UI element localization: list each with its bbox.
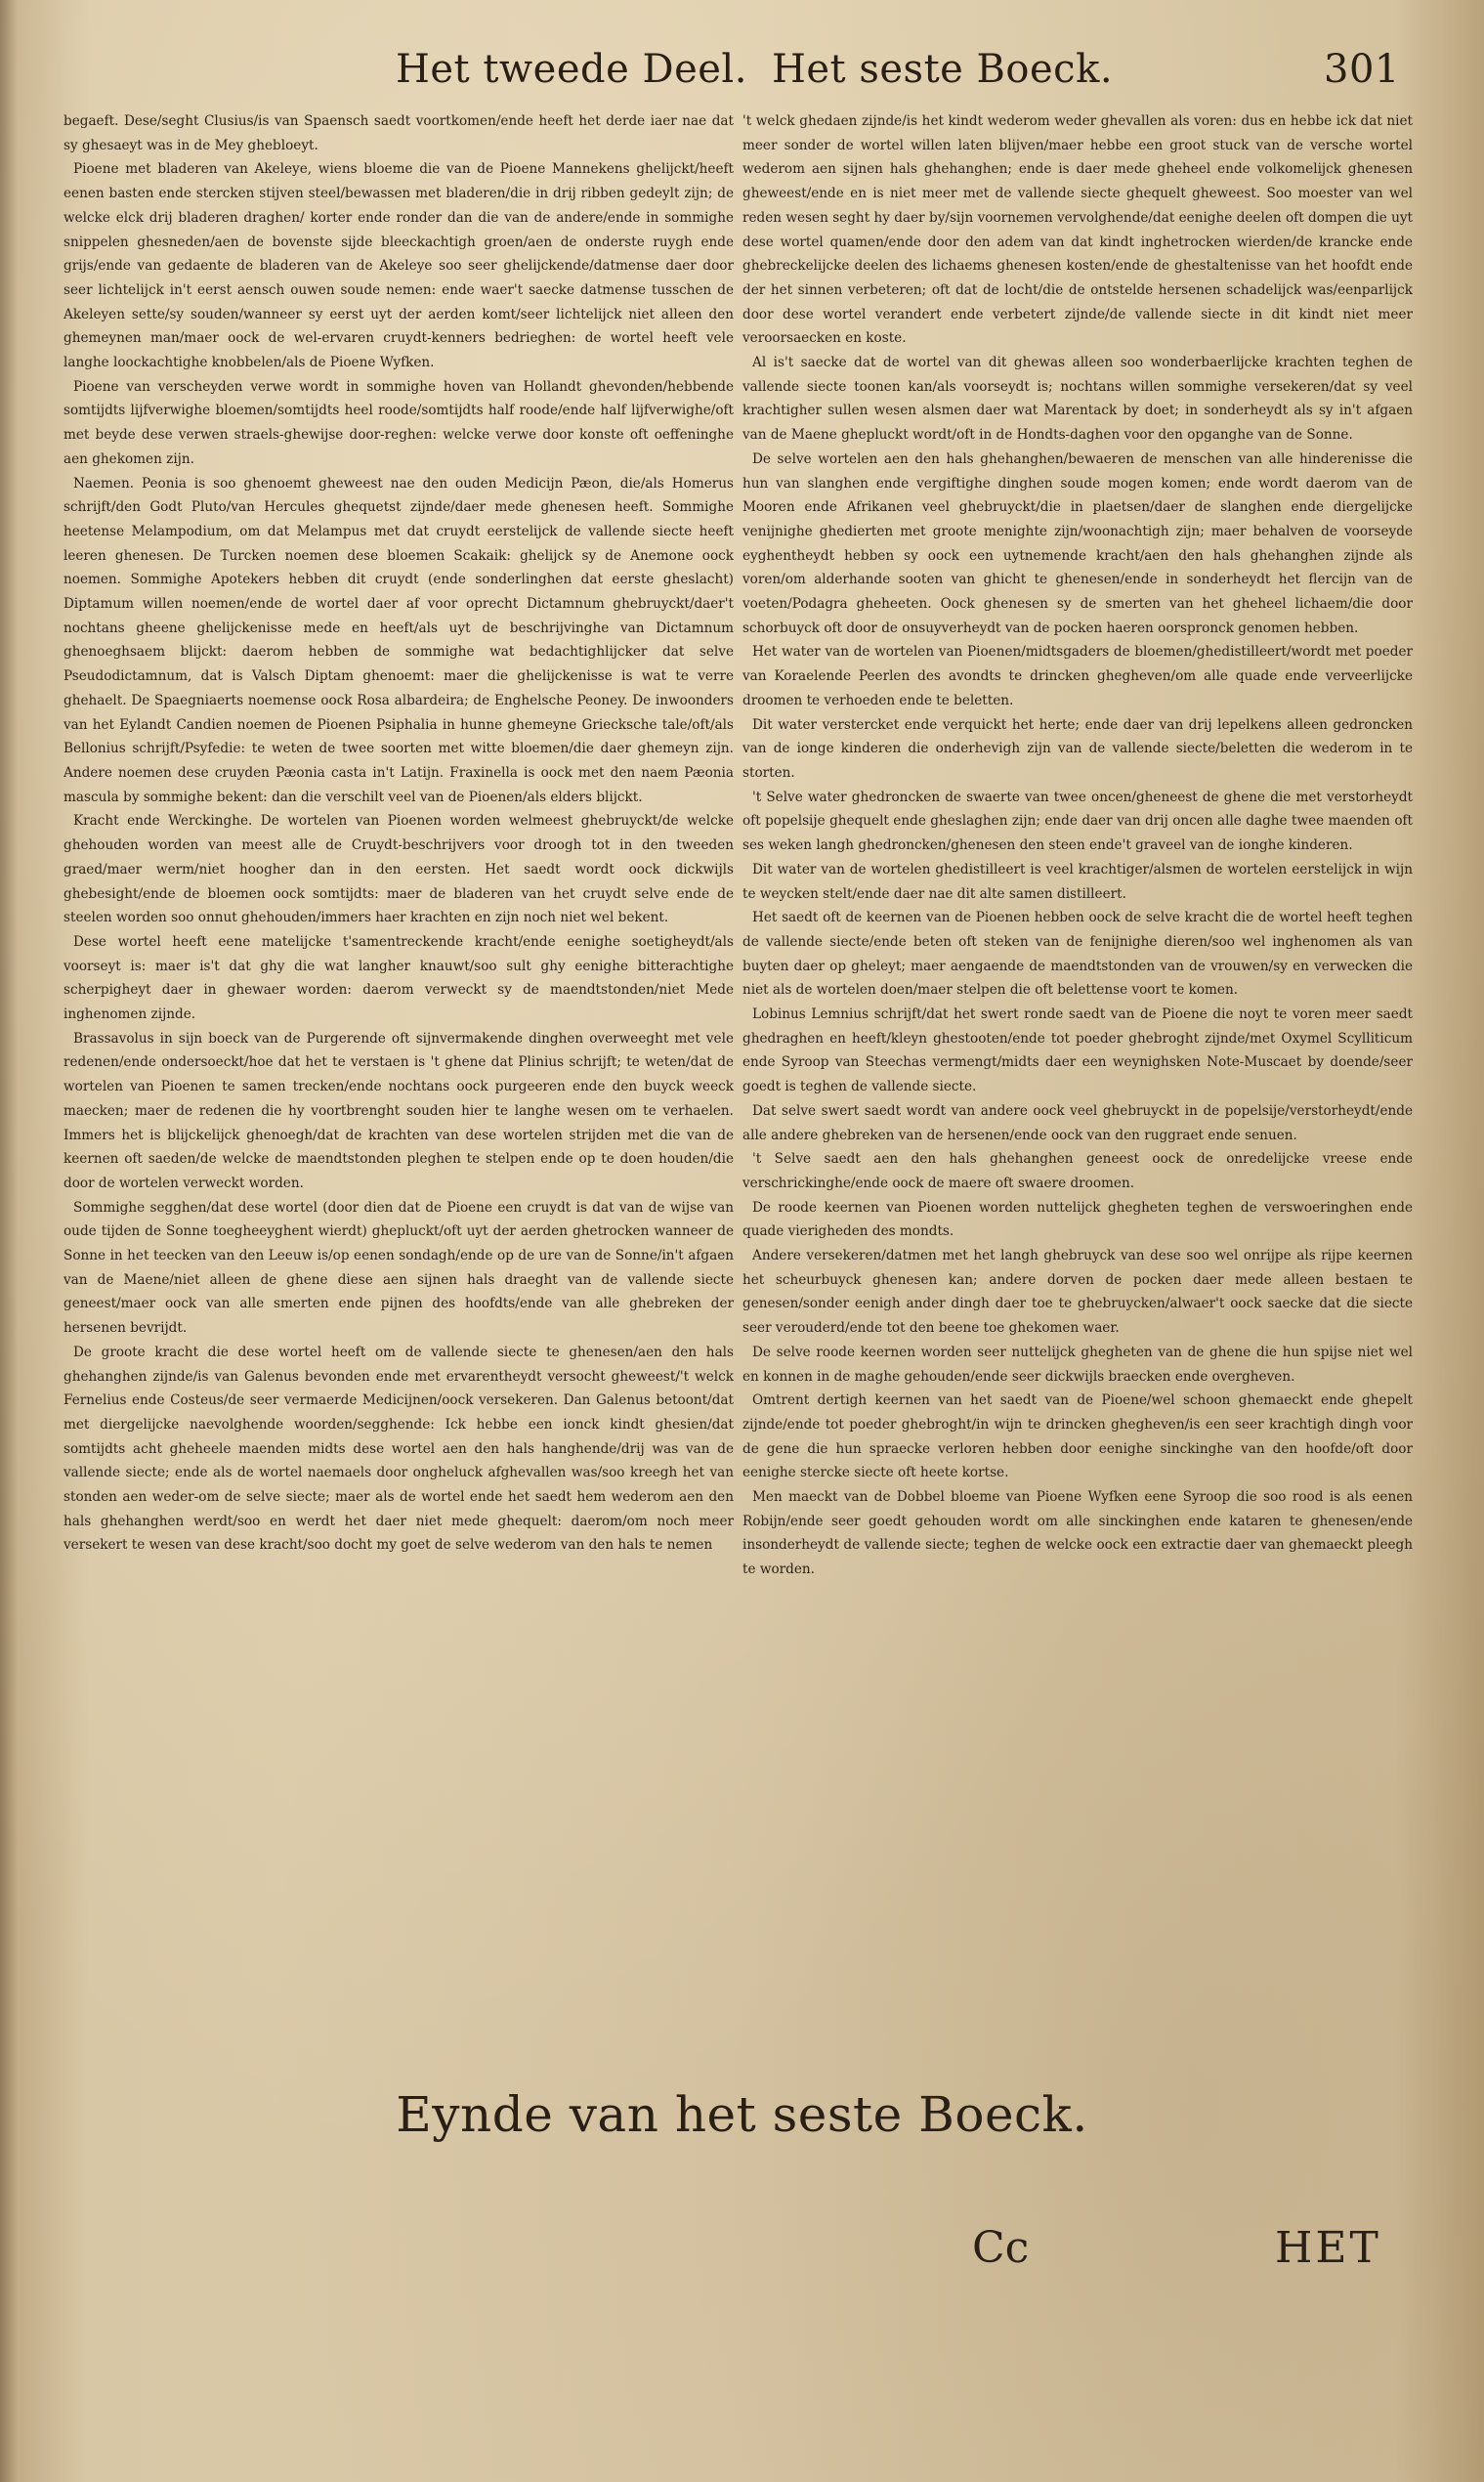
paragraph: Dit water verstercket ende verquickt het herte; ende daer van drij lepelkens alleen gedroncken van de ionge kinderen die onderhevigh zijn van de vallende siecte/beletten die wederom in te storten.: [742, 716, 1413, 781]
paragraph: Pioene van verscheyden verwe wordt in sommighe hoven van Hollandt ghevonden/hebbende somtijdts lijfverwighe bloemen/somtijdts heel roode/somtijdts half roode/ende half lijfverwighe/oft met beyde dese verwen straels-ghewijse door-reghen: welcke verwe door konste oft oeffeninghe aen ghekomen zijn.: [64, 378, 734, 467]
paragraph: Lobinus Lemnius schrijft/dat het swert ronde saedt van de Pioene die noyt te voren meer saedt ghedraghen en heeft/kleyn ghestooten/ende tot poeder ghebroght zijnde/met Oxymel Scylliticum ende Syroop van Steechas vermengt/midts daer een weynighsken Note-Muscaet by doende/seer goedt is teghen de vallende siecte.: [742, 1006, 1413, 1095]
paragraph: De selve wortelen aen den hals ghehanghen/bewaeren de menschen van alle hinderenisse die hun van slanghen ende vergiftighe dinghen soude mogen komen; ende wordt daerom van de Mooren ende Afrikanen veel ghebruyckt/die in plaetsen/daer de slanghen ende diergelijcke venijnighe ghedierten met groote menighte zijn/woonachtigh zijn; maer behalven de voorseyde eyghentheydt hebben sy oock een uytnemende kracht/aen den hals ghehanghen zijnde als voren/om alderhande sooten van ghicht te ghenesen/ende in sonderheydt het flercijn van de voeten/Podagra gheheeten. Oock ghenesen sy de smerten van het gheheel lichaem/die door schorbuyck oft door de onsuyverheydt van de pocken haeren oorspronck genomen hebben.: [742, 450, 1413, 636]
paragraph: Brassavolus in sijn boeck van de Purgerende oft sijnvermakende dinghen overweeght met vele redenen/ende ondersoeckt/hoe dat het te verstaen is 't ghene dat Plinius schrijft; te weten/dat de wortelen van Pioenen te samen trecken/ende nochtans oock purgeeren ende den buyck weeck maecken; maer de redenen die hy voortbrenght souden hier te langhe wesen om te verhaelen. Immers het is blijckelijck ghenoegh/dat de krachten van dese wortelen strijden met die van de keernen oft saeden/de welcke de maendtstonden pleghen te stelpen ende op te doen houden/die door de wortelen verweckt worden.: [64, 1030, 734, 1191]
paragraph: Andere versekeren/datmen met het langh ghebruyck van dese soo wel onrijpe als rijpe keernen het scheurbuyck ghenesen kan; andere dorven de pocken daer mede alleen bestaen te genesen/sonder eenigh ander dingh daer toe te ghebruycken/alwaer't oock saecke dat die siecte seer verouderd/ende tot den beene toe ghekomen waer.: [742, 1248, 1413, 1337]
paragraph: Omtrent dertigh keernen van het saedt van de Pioene/wel schoon ghemaeckt ende ghepelt zijnde/ende tot poeder ghebroght/in wijn te drincken ghegheven/is een seer krachtigh dingh voor de gene die hun spraecke verloren hebben door eenighe sinckinghe van den hoofde/oft door eenighe stercke siecte oft heete kortse.: [742, 1392, 1413, 1481]
signature-mark: Cc: [972, 2223, 1030, 2273]
paragraph: De selve roode keernen worden seer nuttelijck ghegheten van de ghene die hun spijse niet wel en konnen in de maghe gehouden/ende seer dickwijls braecken ende overgheven.: [742, 1344, 1413, 1385]
paragraph: Dit water van de wortelen ghedistilleert is veel krachtiger/alsmen de wortelen eerstelijck in wijn te weycken stelt/ende daer nae dit alte samen distilleert.: [742, 861, 1413, 902]
paragraph: 't welck ghedaen zijnde/is het kindt wederom weder ghevallen als voren: dus en hebbe ick dat niet meer sonder de wortel willen laten blijven/maer hebbe een groot stuck van de versche wortel wederom aen sijnen hals ghehanghen; ende is daer mede gheheel ende volkomelijck ghenesen gheweest/ende en is niet meer met de vallende siecte ghequelt gheweest. Soo moester van wel reden wesen seght hy daer by/sijn voornemen vervolghende/dat eenighe deelen oft dompen die uyt dese wortel quamen/ende door den adem van dat kindt inghetrocken wierden/de krancke ende ghebreckelijcke deelen des lichaems ghenesen kosten/ende de ghestaltenisse van het hoofdt ende der het sinnen verbeteren; oft dat de locht/die de ontstelde hersenen schadelijck was/eenparlijck door dese wortel verandert ende verbetert zijnde/de vallende siecte in dit kindt niet meer veroorsaecken en koste.: [742, 113, 1413, 347]
header-part-title: Het tweede Deel.: [396, 47, 747, 92]
running-header: [0, 47, 1484, 115]
paragraph: begaeft. Dese/seght Clusius/is van Spaensch saedt voortkomen/ende heeft het derde iaer nae dat sy ghesaeyt was in de Mey ghebloeyt.: [64, 113, 734, 153]
paragraph: Al is't saecke dat de wortel van dit ghewas alleen soo wonderbaerlijcke krachten teghen de vallende siecte toonen kan/als voorseydt is; nochtans willen sommighe versekeren/dat sy veel krachtigher sullen wesen alsmen daer wat Marentack by doet; in sonderheydt als sy in't afgaen van de Maene ghepluckt wordt/oft in de Hondts-daghen voor den opganghe van de Sonne.: [742, 355, 1413, 444]
page-number: 301: [1324, 47, 1400, 92]
right-text-column: [742, 109, 1413, 2044]
catchword: HET: [1275, 2223, 1381, 2273]
paragraph: Het water van de wortelen van Pioenen/midtsgaders de bloemen/ghedistilleert/wordt met poeder van Koraelende Peerlen des avondts te drincken ghegheven/om alle quade ende verveerlijcke droomen te verhoeden ende te beletten.: [742, 644, 1413, 708]
paragraph: Sommighe segghen/dat dese wortel (door dien dat de Pioene een cruydt is dat van de wijse van oude tijden de Sonne toegheeyghent wierdt) ghepluckt/oft uyt der aerden ghetrocken wanneer de Sonne in het teecken van den Leeuw is/op eenen sondagh/ende op de ure van de Sonne/in't afgaen van de Maene/niet alleen de ghene diese aen sijnen hals draeght van de vallende siecte geneest/maer oock van alle smerten ende pijnen des hoofdts/ende van alle ghebreken der hersenen bevrijdt.: [64, 1199, 734, 1337]
paragraph: 't Selve water ghedroncken de swaerte van twee oncen/gheneest de ghene die met verstorheydt oft popelsije ghequelt ende gheslaghen zijn; ende daer van drij oncen alle daghe twee maenden oft ses weken langh ghedroncken/ghenesen den steen ende't graveel van de ionghe kinderen.: [742, 789, 1413, 854]
header-book-title: Het seste Boeck.: [772, 47, 1114, 92]
paragraph: Dese wortel heeft eene matelijcke t'samentreckende kracht/ende eenighe soetigheydt/als voorseyt is: maer is't dat ghy die wat langher knauwt/soo sult ghy eenighe bitterachtighe scherpigheyt daer in ghewaer worden: daerom verweckt sy de maendtstonden/niet Mede inghenomen zijnde.: [64, 933, 734, 1023]
book-closing-title: Eynde van het seste Boeck.: [396, 2086, 1088, 2143]
left-text-column: [64, 109, 734, 2044]
paragraph: Dat selve swert saedt wordt van andere oock veel ghebruyckt in de popelsije/verstorheydt/ende alle andere ghebreken van de hersenen/ende oock van den ruggraet ende senuen.: [742, 1102, 1413, 1143]
paragraph: De groote kracht die dese wortel heeft om de vallende siecte te ghenesen/aen den hals ghehanghen zijnde/is van Galenus bevonden ende met ervarentheydt versocht gheweest/'t welck Fernelius ende Costeus/de seer vermaerde Medicijnen/oock versekeren. Dan Galenus betoont/dat met diergelijcke naevolghende woorden/segghende: Ick hebbe een ionck kindt ghesien/dat somtijdts acht gheheele maenden midts dese wortel aen den hals hanghende/drij was van de vallende siecte; ende als de wortel naemaels door ongheluck afghevallen was/soo kreegh het van stonden aen weder-om de selve siecte; maer als de wortel ende het saedt hem wederom aen den hals ghehanghen werdt/soo en werdt het daer niet mede ghequelt: daerom/om noch meer versekert te wesen van dese kracht/soo docht my goet de selve wederom van den hals te nemen: [64, 1344, 734, 1554]
paragraph: Kracht ende Werckinghe. De wortelen van Pioenen worden welmeest ghebruyckt/de welcke ghehouden worden van meest alle de Cruydt-beschrijvers voor droogh tot in den tweeden graed/maer werm/niet hoogher dan in den eersten. Het saedt wordt oock dickwijls ghebesight/ende de bloemen oock somtijdts: maer de bladeren van het cruydt selve ende de steelen worden soo onnut ghehouden/immers haer krachten en zijn noch niet wel bekent.: [64, 813, 734, 926]
paragraph: De roode keernen van Pioenen worden nuttelijck ghegheten teghen de verswoeringhen ende quade vierigheden des mondts.: [742, 1199, 1413, 1240]
paragraph: Naemen. Peonia is soo ghenoemt gheweest nae den ouden Medicijn Pæon, die/als Homerus schrijft/den Godt Pluto/van Hercules ghequetst zijnde/daer mede ghenesen heeft. Sommighe heetense Melampodium, om dat Melampus met dat cruydt eerstelijck de vallende siecte heeft leeren ghenesen. De Turcken noemen dese bloemen Scakaik: ghelijck sy de Anemone oock noemen. Sommighe Apotekers hebben dit cruydt (ende sonderlinghen dat eerste gheslacht) Diptamum willen noemen/ende de wortel daer af voor oprecht Dictamnum ghebruyckt/daer't nochtans gheene ghelijckenisse mede en heeft/als uyt de beschrijvinghe van Dictamnum ghenoeghsaem blijckt: daerom hebben de sommighe wat bedachtighlijcker dat selve Pseudodictamnum, dat is Valsch Diptam ghenoemt: maer die ghelijckenisse is wat te verre ghehaelt. De Spaegniaerts noemense oock Rosa albardeira; de Enghelsche Peoney. De inwoonders van het Eylandt Candien noemen de Pioenen Psiphalia in hunne ghemeyne Griecksche tale/oft/als Bellonius schrijft/Psyfedie: te weten de twee soorten met witte bloemen/die daer ghemeyn zijn. Andere noemen dese cruyden Pæonia casta in't Latijn. Fraxinella is oock met den naem Pæonia mascula by sommighe bekent: dan die verschilt veel van de Pioenen/als elders blijckt.: [64, 475, 734, 805]
paragraph: Het saedt oft de keernen van de Pioenen hebben oock de selve kracht die de wortel heeft teghen de vallende siecte/ende beten oft steken van de fenijnighe dieren/soo wel inghenomen als van buyten daer op gheleyt; maer aengaende de maendtstonden van de vrouwen/sy en verwecken die niet als de wortelen doen/maer stelpen die oft belettense voort te komen.: [742, 910, 1413, 999]
paragraph: Pioene met bladeren van Akeleye, wiens bloeme die van de Pioene Mannekens ghelijckt/heeft eenen basten ende stercken stijven steel/bewassen met bladeren/die in drij ribben gedeylt zijn; de welcke elck drij bladeren draghen/ korter ende ronder dan die van de andere/ende in sommighe snippelen ghesneden/aen de bovenste sijde bleeckachtigh groen/aen de onderste ruygh ende grijs/ende van gedaente de bladeren van de Akeleye soo seer ghelijckende/datmense daer door seer lichtelijck in't eerst aensch ouwen soude nemen: ende waer't saecke datmense tusschen de Akeleyen sette/sy souden/wanneer sy eerst uyt der aerden komt/seer lichtelijck niet alleen den ghemeynen man/maer oock de wel-ervaren cruydt-kenners bedrieghen: de wortel heeft vele langhe loockachtighe knobbelen/als de Pioene Wyfken.: [64, 161, 734, 371]
paragraph: Men maeckt van de Dobbel bloeme van Pioene Wyfken eene Syroop die soo rood is als eenen Robijn/ende seer goedt gehouden wordt om alle sinckinghen ende kataren te ghenesen/ende insonderheydt de vallende siecte; teghen de welcke oock een extractie daer van ghemaeckt pleegh te worden.: [742, 1489, 1413, 1578]
paragraph: 't Selve saedt aen den hals ghehanghen geneest oock de onredelijcke vreese ende verschrickinghe/ende oock de maere oft swaere droomen.: [742, 1151, 1413, 1191]
